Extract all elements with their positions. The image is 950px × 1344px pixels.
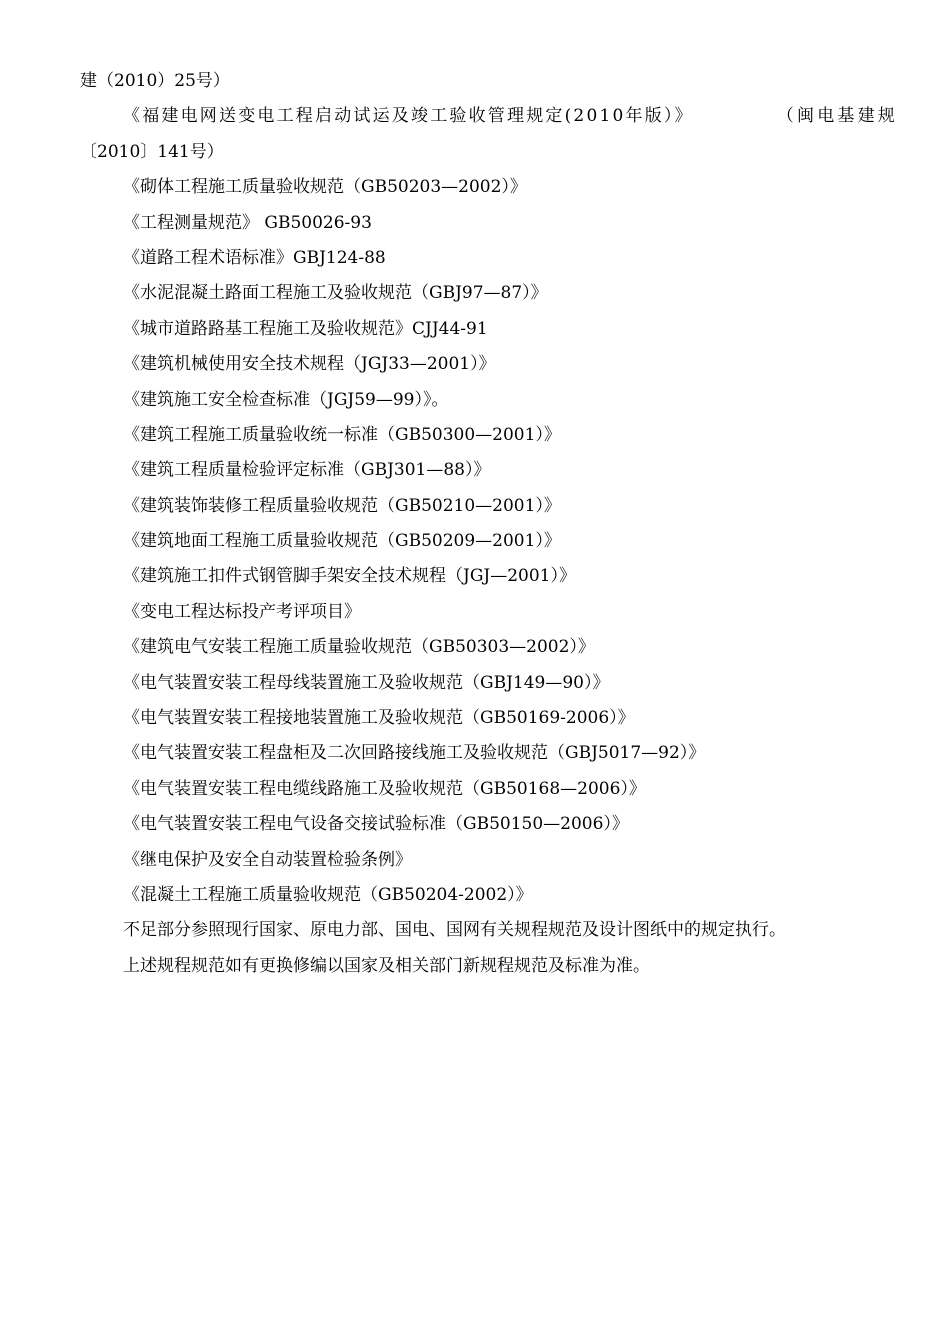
- standard-item: 《建筑工程施工质量验收统一标准（GB50300—2001）》: [123, 424, 561, 445]
- standard-item: 《电气装置安装工程接地装置施工及验收规范（GB50169-2006）》: [123, 708, 635, 729]
- standard-item: 《建筑电气安装工程施工质量验收规范（GB50303—2002）》: [123, 637, 595, 658]
- standard-item: 《继电保护及安全自动装置检验条例》: [123, 849, 412, 870]
- closing-note-update: 上述规程规范如有更换修编以国家及相关部门新规程规范及标准为准。: [123, 955, 650, 976]
- standard-item: 《水泥混凝土路面工程施工及验收规范（GBJ97—87）》: [123, 283, 548, 304]
- standard-item: 《混凝土工程施工质量验收规范（GB50204-2002）》: [123, 884, 533, 905]
- standard-item: 《建筑施工安全检查标准（JGJ59—99）》。: [123, 389, 449, 410]
- continued-reference-line: 建（2010）25号）: [80, 71, 230, 91]
- fujian-regulation-line: [80, 99, 898, 134]
- standard-item: 《建筑施工扣件式钢管脚手架安全技术规程（JGJ—2001）》: [123, 566, 576, 587]
- fujian-regulation-continuation: 〔2010〕141号）: [80, 141, 224, 162]
- standard-item: 《电气装置安装工程电缆线路施工及验收规范（GB50168—2006）》: [123, 778, 646, 799]
- standard-item: 《砌体工程施工质量验收规范（GB50203—2002）》: [123, 177, 527, 198]
- standard-item: 《建筑工程质量检验评定标准（GBJ301—88）》: [123, 460, 491, 481]
- standard-item: 《建筑装饰装修工程质量验收规范（GB50210—2001）》: [123, 495, 561, 516]
- standard-item: 《道路工程术语标准》GBJ124-88: [123, 247, 386, 268]
- standard-item: 《建筑机械使用安全技术规程（JGJ33—2001）》: [123, 354, 496, 375]
- standard-item: 《工程测量规范》 GB50026-93: [123, 212, 372, 233]
- fujian-regulation-title: 《福建电网送变电工程启动试运及竣工验收管理规定(2010年版）》: [123, 106, 694, 127]
- document-body: [80, 64, 898, 984]
- closing-note-supplement: 不足部分参照现行国家、原电力部、国电、国网有关规程规范及设计图纸中的规定执行。: [123, 920, 786, 941]
- standard-item: 《电气装置安装工程盘柜及二次回路接线施工及验收规范（GBJ5017—92）》: [123, 743, 706, 764]
- standard-item: 《电气装置安装工程电气设备交接试验标准（GB50150—2006）》: [123, 814, 629, 835]
- standard-item: 《电气装置安装工程母线装置施工及验收规范（GBJ149—90）》: [123, 672, 610, 693]
- fujian-regulation-doc-number: （闽电基建规: [776, 106, 898, 127]
- standard-item: 《变电工程达标投产考评项目》: [123, 601, 361, 622]
- standard-item: 《建筑地面工程施工质量验收规范（GB50209—2001）》: [123, 531, 561, 552]
- standard-item: 《城市道路路基工程施工及验收规范》CJJ44-91: [123, 318, 488, 339]
